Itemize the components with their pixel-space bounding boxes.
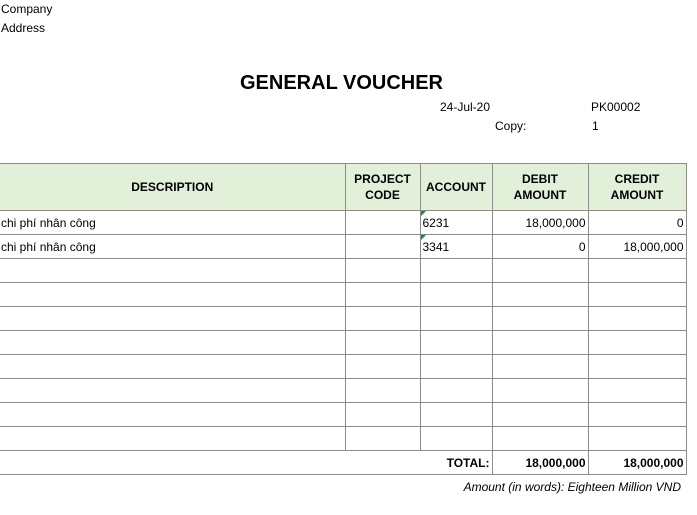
cell-debit[interactable] xyxy=(492,331,588,355)
cell-credit-value: 18,000,000 xyxy=(623,239,684,254)
cell-debit[interactable] xyxy=(492,355,588,379)
total-row xyxy=(0,451,686,475)
cell-credit[interactable] xyxy=(588,379,686,403)
voucher-number: PK00002 xyxy=(591,100,641,114)
cell-debit[interactable] xyxy=(492,307,588,331)
table-row xyxy=(0,259,686,283)
cell-credit-value: 0 xyxy=(676,215,684,230)
total-debit[interactable]: 18,000,000 xyxy=(492,451,588,475)
cell-account[interactable] xyxy=(420,379,492,403)
voucher-table xyxy=(0,163,687,475)
cell-project-code[interactable] xyxy=(345,259,420,283)
cell-description[interactable] xyxy=(0,283,345,307)
cell-description[interactable] xyxy=(0,307,345,331)
cell-project-code[interactable] xyxy=(345,403,420,427)
cell-account[interactable] xyxy=(420,259,492,283)
cell-project-code[interactable] xyxy=(345,283,420,307)
cell-debit[interactable] xyxy=(492,379,588,403)
table-row xyxy=(0,379,686,403)
cell-description-value: chi phí nhân công xyxy=(1,215,96,230)
column-header-project-code: PROJECT CODE xyxy=(345,164,420,211)
cell-account[interactable] xyxy=(420,235,492,259)
table-row xyxy=(0,427,686,451)
cell-account[interactable] xyxy=(420,355,492,379)
company-address: Address xyxy=(1,21,46,35)
copy-label: Copy: xyxy=(495,119,527,133)
cell-description[interactable] xyxy=(0,379,345,403)
column-header-description: DESCRIPTION xyxy=(0,164,345,211)
cell-credit[interactable] xyxy=(588,307,686,331)
cell-project-code[interactable] xyxy=(345,379,420,403)
cell-credit[interactable] xyxy=(588,259,686,283)
cell-description[interactable] xyxy=(0,259,345,283)
cell-debit[interactable] xyxy=(492,211,588,235)
table-row xyxy=(0,355,686,379)
table-row xyxy=(0,307,686,331)
cell-debit[interactable] xyxy=(492,259,588,283)
cell-debit[interactable] xyxy=(492,283,588,307)
cell-project-code[interactable] xyxy=(345,331,420,355)
cell-account-value: 3341 xyxy=(422,239,450,254)
cell-description-value: chi phí nhân công xyxy=(1,239,96,254)
cell-description[interactable] xyxy=(0,211,345,235)
cell-account-value: 6231 xyxy=(422,215,450,230)
cell-project-code[interactable] xyxy=(345,355,420,379)
table-row xyxy=(0,403,686,427)
table-row xyxy=(0,235,686,259)
cell-account[interactable] xyxy=(420,403,492,427)
cell-project-code[interactable] xyxy=(345,211,420,235)
cell-account[interactable] xyxy=(420,283,492,307)
table-row xyxy=(0,331,686,355)
cell-credit[interactable] xyxy=(588,283,686,307)
column-header-debit: DEBIT AMOUNT xyxy=(492,164,588,211)
table-row xyxy=(0,283,686,307)
cell-debit-value: 0 xyxy=(578,239,586,254)
cell-project-code[interactable] xyxy=(345,307,420,331)
cell-credit[interactable] xyxy=(588,235,686,259)
cell-description[interactable] xyxy=(0,355,345,379)
cell-description[interactable] xyxy=(0,331,345,355)
total-label: TOTAL: xyxy=(0,451,492,475)
cell-credit[interactable] xyxy=(588,427,686,451)
table-header-row xyxy=(0,164,686,211)
cell-project-code[interactable] xyxy=(345,235,420,259)
column-header-account: ACCOUNT xyxy=(420,164,492,211)
column-header-credit: CREDIT AMOUNT xyxy=(588,164,686,211)
company-name: Company xyxy=(1,2,53,16)
table-row xyxy=(0,211,686,235)
cell-description[interactable] xyxy=(0,427,345,451)
total-credit[interactable]: 18,000,000 xyxy=(588,451,686,475)
cell-debit[interactable] xyxy=(492,403,588,427)
cell-credit[interactable] xyxy=(588,331,686,355)
cell-debit[interactable] xyxy=(492,235,588,259)
cell-account[interactable] xyxy=(420,211,492,235)
voucher-date: 24-Jul-20 xyxy=(440,100,491,114)
cell-account[interactable] xyxy=(420,331,492,355)
copy-value: 1 xyxy=(592,119,599,133)
comment-indicator-icon xyxy=(421,211,426,216)
cell-account[interactable] xyxy=(420,427,492,451)
cell-debit[interactable] xyxy=(492,427,588,451)
cell-debit-value: 18,000,000 xyxy=(525,215,586,230)
amount-in-words: Amount (in words): Eighteen Million VND xyxy=(463,480,681,494)
cell-account[interactable] xyxy=(420,307,492,331)
voucher-title: GENERAL VOUCHER xyxy=(240,72,443,94)
cell-credit[interactable] xyxy=(588,403,686,427)
cell-credit[interactable] xyxy=(588,355,686,379)
cell-description[interactable] xyxy=(0,235,345,259)
cell-credit[interactable] xyxy=(588,211,686,235)
cell-description[interactable] xyxy=(0,403,345,427)
cell-project-code[interactable] xyxy=(345,427,420,451)
comment-indicator-icon xyxy=(421,235,426,240)
